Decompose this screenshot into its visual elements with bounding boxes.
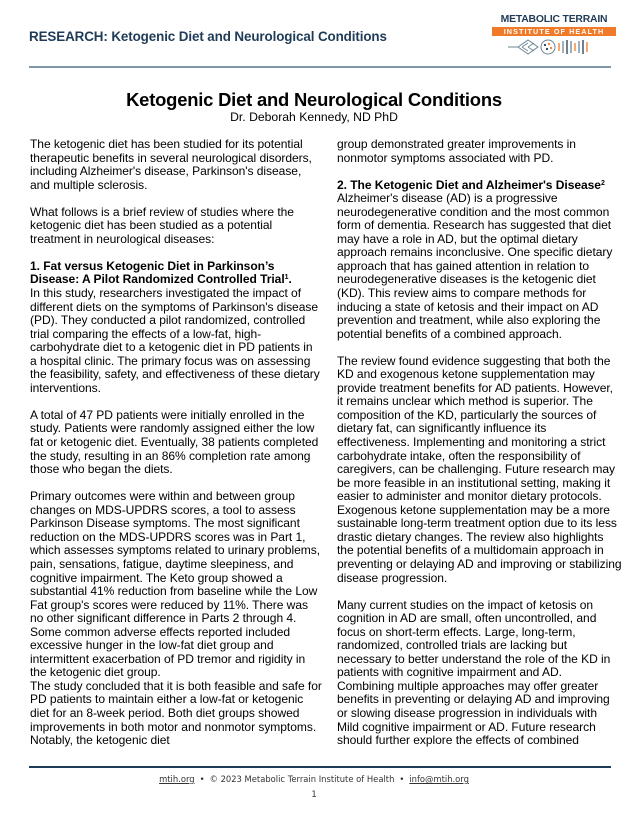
running-header-title: RESEARCH: Ketogenic Diet and Neurological Conditions	[29, 29, 387, 44]
section-1-paragraph-5: The study concluded that it is both feasible and safe for PD patients to maintain either a low-fat or ketogenic diet for an 8-week period. Both diet groups showed improvements in both motor and nonmotor symptoms. Notably, the ketogenic diet	[30, 678, 322, 748]
footnote-ref-2: 2	[600, 179, 605, 187]
website-link[interactable]: mtih.org	[159, 774, 195, 784]
page-number: 1	[311, 789, 317, 799]
intro-paragraph-2: What follows is a brief review of studies where the ketogenic diet has been studied as a potential treatment in neurological diseases:	[30, 204, 294, 246]
dna-cell-leaf-icon	[506, 38, 606, 56]
section-1-paragraph-3: Primary outcomes were within and between group changes on MDS-UPDRS scores, a tool to assess Parkinson Disease symptoms. The most significant reduction on the MDS-UPDRS scores was in Part 1, which assesses symptoms related to urinary problems, pain, sensations, fatigue, daytime sleepiness, and cognitive impairment. The Keto group showed a substantial 41% reduction from baseline while the Low Fat group's scores were reduced by 11%. There was no other significant difference in Parts 2 through 4.	[30, 489, 320, 626]
email-link[interactable]: info@mtih.org	[409, 774, 469, 784]
left-column	[30, 138, 322, 748]
section-2-paragraph-1: Alzheimer's disease (AD) is a progressive neurodegenerative condition and the most common form of dementia. Research has suggested that diet may have a role in AD, but the optimal dietary approach remains inconclusive. One specific dietary approach that has gained attention in relation to neurodegenerative diseases is the ketogenic diet (KD). This review aims to compare methods for inducing a state of ketosis and their impact on AD prevention and treatment, while also exploring the potential benefits of a combined approach.	[337, 191, 613, 341]
section-2-paragraph-3: Many current studies on the impact of ketosis on cognition in AD are small, often uncontrolled, and focus on short-term effects. Large, long-term, randomized, controlled trials are lacking but necessary to better understand the role of the KD in patients with cognitive impairment and AD. Combining multiple approaches may offer greater benefits in preventing or delaying AD and improving or slowing disease progression in individuals with Mild cognitive impairment or AD. Future research should further explore the effects of combined	[337, 597, 611, 748]
section-2-heading: 2. The Ketogenic Diet and Alzheimer's Disease$^2$	[337, 177, 605, 192]
intro-paragraph-1: The ketogenic diet has been studied for its potential therapeutic benefits in several neurological disorders, including Alzheimer's disease, Parkinson's disease, and multiple sclerosis.	[30, 137, 312, 192]
logo-line-1: METABOLIC TERRAIN	[500, 14, 608, 25]
section-1-paragraph-2: A total of 47 PD patients were initially enrolled in the study. Patients were randomly assigned either the low fat or ketogenic diet. Eventually, 38 patients completed the study, resulting in an 86% completion rate among those who began the diets.	[30, 407, 319, 477]
right-column	[337, 138, 622, 748]
section-1-paragraph-4: Some common adverse effects reported included excessive hunger in the low-fat diet group and intermittent exacerbation of PD tremor and rigidity in the ketogenic diet group.	[30, 624, 306, 680]
copyright-notice: © 2023 Metabolic Terrain Institute of Health	[209, 774, 395, 784]
section-2-paragraph-2: The review found evidence suggesting that both the KD and exogenous ketone supplementation may provide treatment benefits for AD patients. However, it remains unclear which method is superior. The composition of the KD, particularly the sources of dietary fat, can significantly influence its effectiveness. Implementing and monitoring a strict carbohydrate intake, often the responsibility of caregivers, can be challenging. Future research may be more feasible in an institutional setting, making it easier to administer and monitor dietary protocols. Exogenous ketone supplementation may be a more sustainable long-term treatment option due to its less drastic dietary changes. The review also highlights the potential benefits of a multidomain approach in preventing or delaying AD and improving or stabilizing disease progression.	[337, 353, 622, 585]
institute-logo	[492, 14, 620, 58]
footer-divider	[29, 766, 611, 768]
logo-line-2: INSTITUTE OF HEALTH	[492, 27, 616, 36]
footnote-ref-1: 1	[284, 274, 289, 282]
section-1-continuation: group demonstrated greater improvements in nonmotor symptoms associated with PD.	[337, 137, 576, 165]
document-title: Ketogenic Diet and Neurological Conditions	[126, 89, 502, 110]
bullet-separator: •	[199, 774, 205, 784]
bullet-separator: •	[399, 774, 405, 784]
document-author: Dr. Deborah Kennedy, ND PhD	[230, 110, 398, 124]
section-1-heading: 1. Fat versus Ketogenic Diet in Parkinson’s Disease: A Pilot Randomized Controlled Trial$^1$.	[30, 258, 292, 287]
section-1-paragraph-1: In this study, researchers investigated the impact of different diets on the symptoms of Parkinson's disease (PD). They conducted a pilot randomized, controlled trial comparing the effects of a low-fat, high-carbohydrate diet to a ketogenic diet in PD patients in a hospital clinic. The primary focus was on assessing the feasibility, safety, and effectiveness of these dietary interventions.	[30, 286, 320, 395]
header-divider	[29, 66, 611, 68]
page-footer	[0, 774, 628, 784]
